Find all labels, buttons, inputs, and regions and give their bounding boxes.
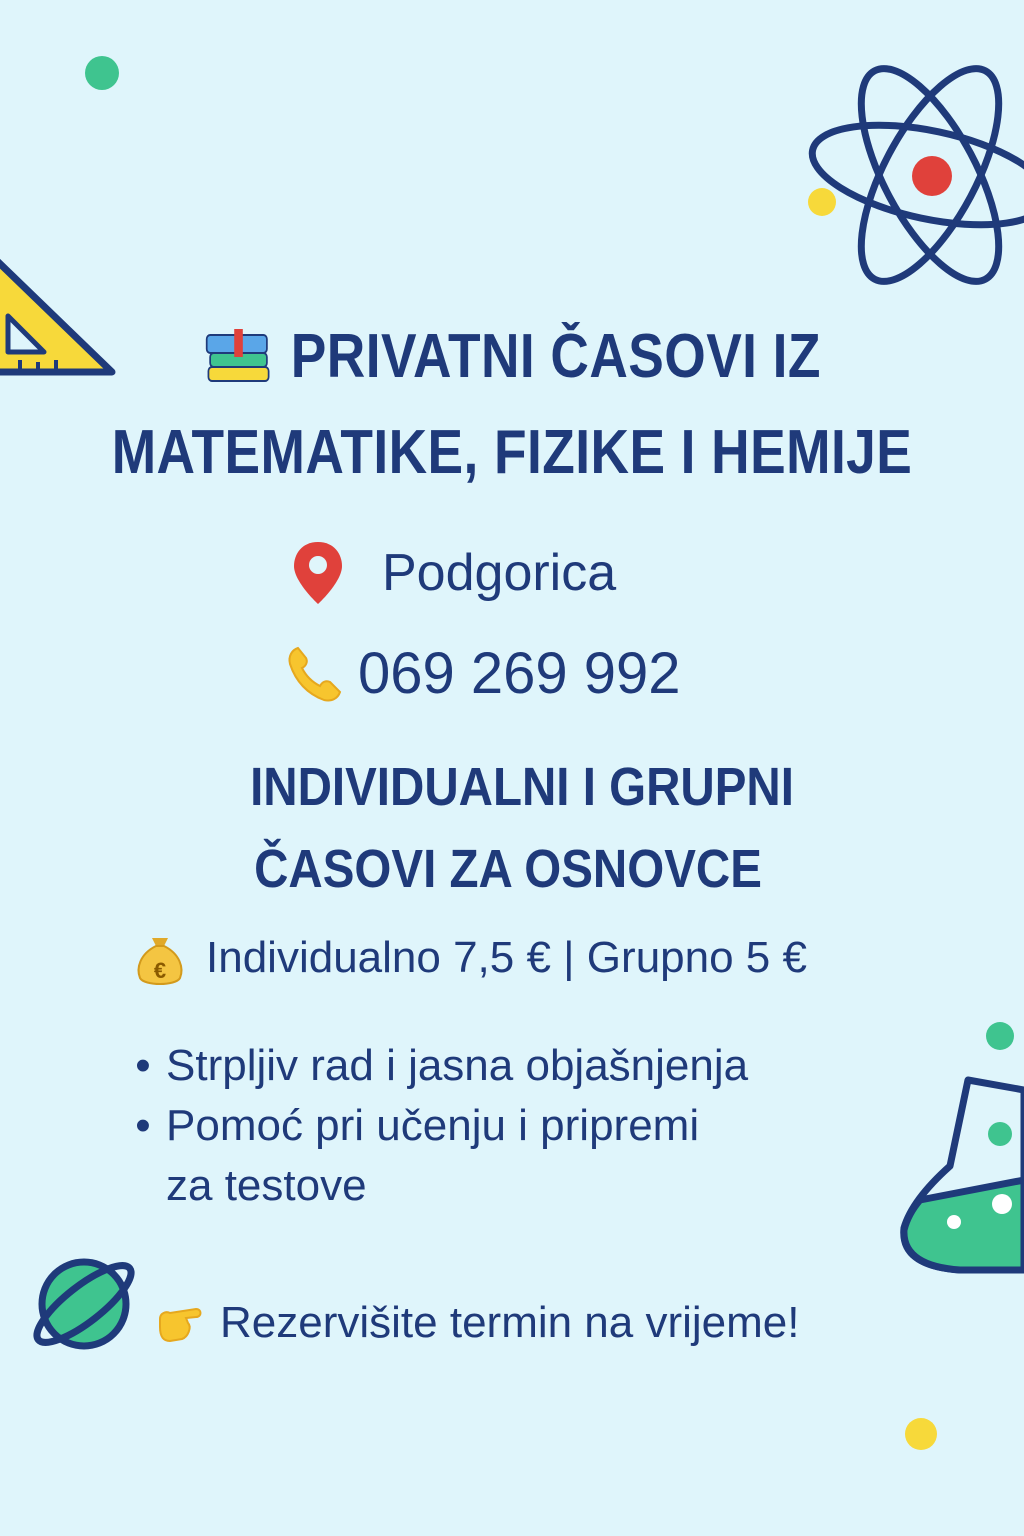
decor-dot-green-right bbox=[986, 1022, 1014, 1050]
title-line-1 bbox=[72, 322, 953, 398]
location-row bbox=[290, 540, 616, 606]
books-icon bbox=[203, 327, 272, 387]
title-line-2: MATEMATIKE, FIZIKE I HEMIJE bbox=[111, 418, 913, 487]
bullet-dot: • bbox=[135, 1100, 151, 1150]
phone-row[interactable] bbox=[286, 640, 681, 707]
location-text: Podgorica bbox=[382, 544, 617, 602]
flask-icon bbox=[890, 1070, 1024, 1290]
price-text: Individualno 7,5 € | Grupno 5 € bbox=[206, 933, 807, 982]
decor-dot-yellow-bottom bbox=[905, 1418, 937, 1450]
subtitle-line-1: INDIVIDUALNI I GRUPNI bbox=[250, 757, 794, 817]
call-to-action bbox=[156, 1298, 800, 1348]
location-pin-icon bbox=[290, 540, 346, 606]
subtitle-line-2: ČASOVI ZA OSNOVCE bbox=[254, 839, 762, 899]
phone-number[interactable]: 069 269 992 bbox=[358, 641, 681, 706]
list-item: • Strpljiv rad i jasna objašnjenja bbox=[134, 1036, 748, 1096]
list-item-continuation: za testove bbox=[166, 1160, 367, 1210]
money-bag-icon bbox=[134, 928, 186, 988]
feature-list bbox=[134, 1036, 748, 1215]
planet-icon bbox=[26, 1252, 144, 1356]
pointing-hand-icon bbox=[156, 1301, 206, 1345]
page-title: PRIVATNI ČASOVI IZ bbox=[290, 322, 821, 391]
cta-text: Rezervišite termin na vrijeme! bbox=[220, 1298, 800, 1347]
svg-text:€: € bbox=[153, 958, 167, 983]
bullet-dot: • bbox=[135, 1041, 151, 1090]
decor-dot-green-top bbox=[85, 56, 119, 90]
list-item: • Pomoć pri učenju i pripremi bbox=[134, 1096, 748, 1156]
price-row bbox=[134, 928, 807, 988]
atom-icon bbox=[790, 40, 1024, 310]
telephone-icon bbox=[286, 644, 342, 704]
